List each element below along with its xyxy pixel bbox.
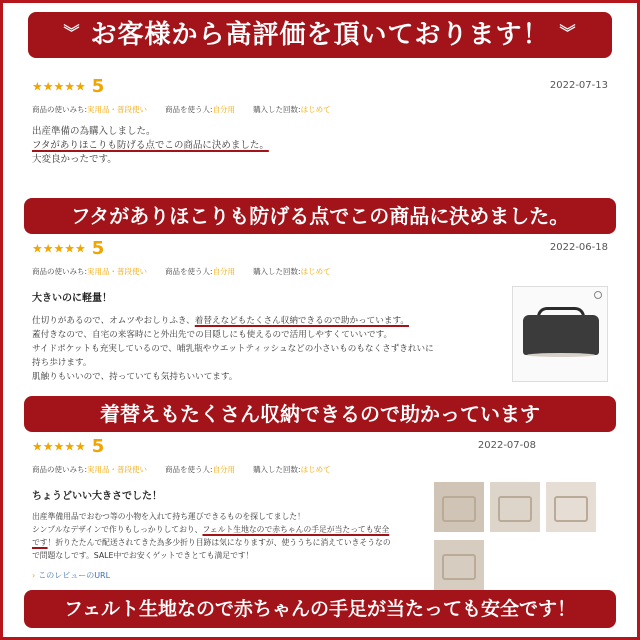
arrow-right-icon: › xyxy=(32,571,36,580)
review-photo[interactable] xyxy=(512,286,608,382)
rating-score: 5 xyxy=(91,238,105,259)
review-photos xyxy=(434,482,608,590)
chevron-down-icon: ︾ xyxy=(63,22,81,42)
usage-label: 商品の使いみち: xyxy=(32,105,88,114)
user-label: 商品を使う人: xyxy=(165,267,213,276)
star-rating: ★★★★★ xyxy=(32,241,86,256)
top-banner xyxy=(28,12,612,58)
count-label: 購入した回数: xyxy=(253,465,301,474)
rating-score: 5 xyxy=(91,76,105,97)
usage-value: 実用品・普段使い xyxy=(87,267,148,276)
count-label: 購入した回数: xyxy=(253,105,301,114)
usage-value: 実用品・普段使い xyxy=(87,105,148,114)
usage-label: 商品の使いみち: xyxy=(32,465,88,474)
review-meta xyxy=(32,104,608,115)
count-value: はじめて xyxy=(300,465,331,474)
review-url-label[interactable]: このレビューのURL xyxy=(38,571,111,580)
review-date: 2022-07-13 xyxy=(549,80,608,91)
review-photo[interactable] xyxy=(490,482,540,532)
user-label: 商品を使う人: xyxy=(165,105,213,114)
review-line: 肌触りもいいので、持っていても気持ちいいてます。 xyxy=(32,372,238,382)
usage-value: 実用品・普段使い xyxy=(87,465,148,474)
review-line: 持ち歩けます。 xyxy=(32,358,92,368)
review-card-2 xyxy=(32,238,608,384)
review-line: サイドポケットも充実しているので、哺乳瓶やウエットティッシュなどの小さいものもなくさずきれいに xyxy=(32,344,434,354)
review-photo[interactable] xyxy=(434,482,484,532)
user-value: 自分用 xyxy=(212,105,236,114)
review-line: 蓋付きなので、自宅の来客時にと外出先での目隠しにも使えるので活用しやすくていいです。 xyxy=(32,330,393,340)
usage-label: 商品の使いみち: xyxy=(32,267,88,276)
chevron-down-icon: ︾ xyxy=(559,22,577,42)
user-value: 自分用 xyxy=(212,267,236,276)
bag-image xyxy=(523,315,599,355)
top-banner-text: お客様から高評価を頂いております！ xyxy=(90,20,550,50)
review-card-3 xyxy=(32,436,608,581)
highlight-banner-2: 着替えもたくさん収納できるので助かっています xyxy=(24,396,616,432)
user-label: 商品を使う人: xyxy=(165,465,213,474)
review-line: 大変良かったです。 xyxy=(32,154,117,165)
review-line-highlight: フタがありほこりも防げる点でこの商品に決めました。 xyxy=(32,140,269,151)
rating-score: 5 xyxy=(91,436,105,457)
highlight-banner-3: フェルト生地なので赤ちゃんの手足が当たっても安全です！ xyxy=(24,590,616,628)
review-line-highlight: です xyxy=(32,538,48,547)
review-line: 仕切りがあるので、オムツやおしりふき、 xyxy=(32,316,195,326)
highlight-banner-1: フタがありほこりも防げる点でこの商品に決めました。 xyxy=(24,198,616,234)
review-photo[interactable] xyxy=(434,540,484,590)
star-rating: ★★★★★ xyxy=(32,79,86,94)
review-title: ちょうどいい大きさでした！ xyxy=(32,491,162,502)
review-date: 2022-06-18 xyxy=(549,242,608,253)
review-date: 2022-07-08 xyxy=(477,440,536,451)
review-body xyxy=(32,314,482,384)
review-body xyxy=(32,125,608,167)
review-meta xyxy=(32,464,608,475)
count-value: はじめて xyxy=(300,267,331,276)
count-value: はじめて xyxy=(300,105,331,114)
review-line-highlight: フェルト生地なので赤ちゃんの手足が当たっても安全 xyxy=(202,525,390,534)
review-title: 大きいのに軽量！ xyxy=(32,293,112,304)
review-line: で問題なしです。SALE中でお安くゲットできとても満足です！ xyxy=(32,551,254,560)
review-photo[interactable] xyxy=(546,482,596,532)
review-line: シンプルなデザインで作りもしっかりしており、 xyxy=(32,525,203,534)
review-body xyxy=(32,510,422,562)
count-label: 購入した回数: xyxy=(253,267,301,276)
review-line: 出産準備の為購入しました。 xyxy=(32,126,156,137)
zoom-icon[interactable] xyxy=(594,291,602,299)
review-line-highlight: 着替えなどもたくさん収納できるので助かっています。 xyxy=(194,316,409,326)
user-value: 自分用 xyxy=(212,465,236,474)
star-rating: ★★★★★ xyxy=(32,439,86,454)
review-line: 出産準備用品でおむつ等の小物を入れて持ち運びできるものを探してました！ xyxy=(32,512,305,521)
review-card-1 xyxy=(32,76,608,167)
review-line: ！折りたたんで配送されてきた為多少折り目跡は気になりますが、使ううちに消えていきそうなの xyxy=(47,538,391,547)
review-meta xyxy=(32,266,608,277)
